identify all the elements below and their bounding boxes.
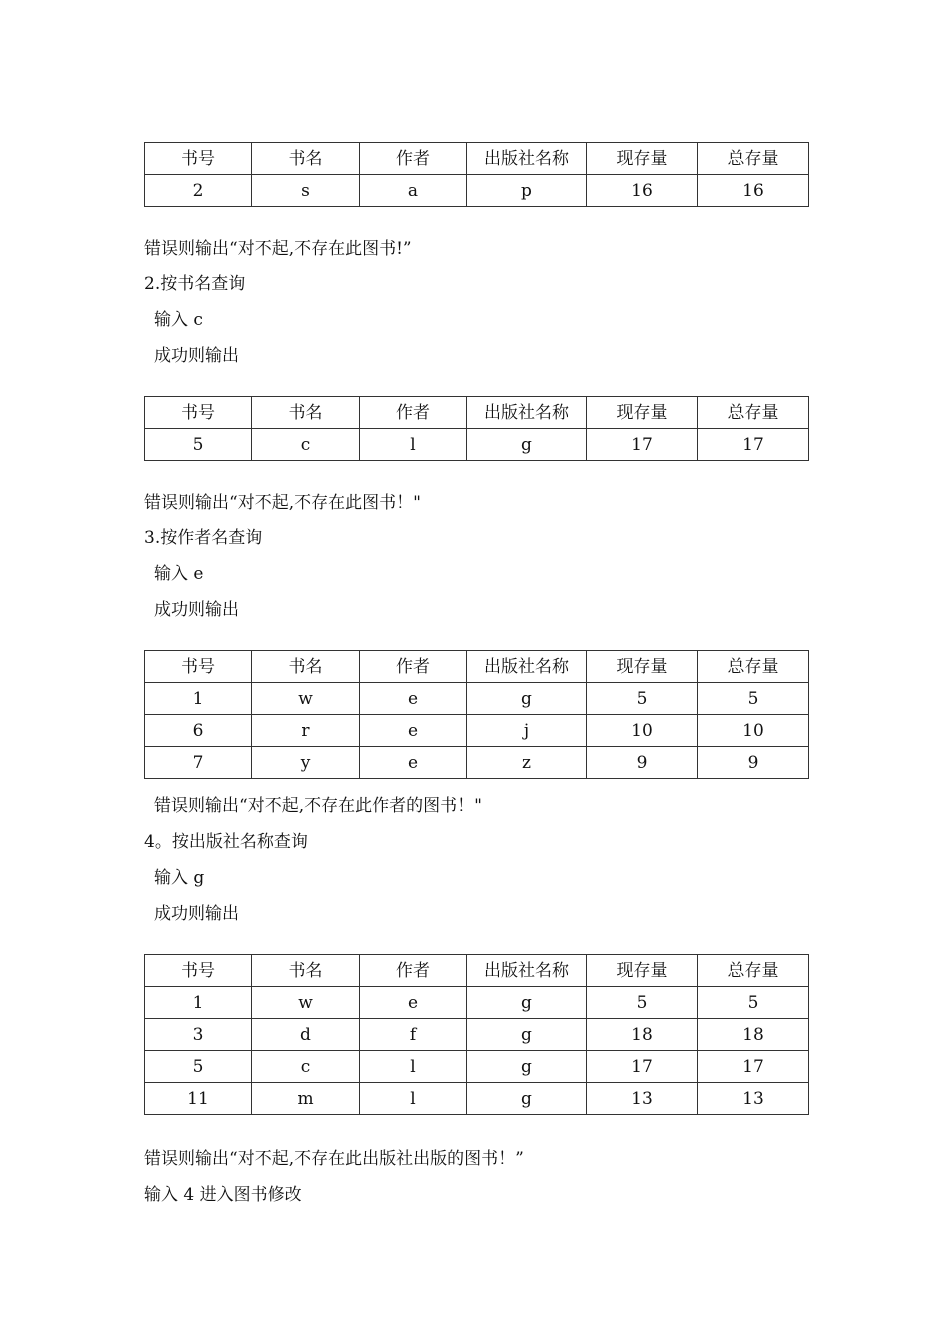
book-result-table-4 bbox=[144, 954, 809, 1115]
table-header-row bbox=[145, 397, 809, 429]
book-result-table-1 bbox=[144, 142, 809, 207]
table-cell: e bbox=[360, 683, 467, 715]
table-cell: g bbox=[467, 429, 587, 461]
table-cell: p bbox=[467, 175, 587, 207]
table-row bbox=[145, 683, 809, 715]
header-cell: 总存量 bbox=[698, 651, 809, 683]
footer-instruction: 输入 4 进入图书修改 bbox=[144, 1185, 302, 1205]
table-cell: 16 bbox=[698, 175, 809, 207]
header-cell: 作者 bbox=[360, 397, 467, 429]
table-cell: 10 bbox=[698, 715, 809, 747]
table-cell: 1 bbox=[145, 987, 252, 1019]
success-text-2: 成功则输出 bbox=[154, 346, 239, 366]
header-cell: 书号 bbox=[145, 651, 252, 683]
table-cell: 13 bbox=[698, 1083, 809, 1115]
table-cell: e bbox=[360, 747, 467, 779]
header-cell: 作者 bbox=[360, 955, 467, 987]
table-cell: g bbox=[467, 1083, 587, 1115]
table-cell: m bbox=[252, 1083, 360, 1115]
table-cell: 5 bbox=[145, 429, 252, 461]
table-cell: r bbox=[252, 715, 360, 747]
table-row bbox=[145, 429, 809, 461]
header-cell: 总存量 bbox=[698, 397, 809, 429]
success-text-4: 成功则输出 bbox=[154, 904, 239, 924]
input-instruction-2: 输入 c bbox=[154, 310, 203, 330]
error-message-2: 错误则输出“对不起,不存在此图书！" bbox=[144, 493, 421, 513]
table-row bbox=[145, 1019, 809, 1051]
header-cell: 总存量 bbox=[698, 143, 809, 175]
header-cell: 书名 bbox=[252, 397, 360, 429]
table-cell: l bbox=[360, 1083, 467, 1115]
header-cell: 出版社名称 bbox=[467, 651, 587, 683]
header-cell: 现存量 bbox=[587, 955, 698, 987]
table-cell: 16 bbox=[587, 175, 698, 207]
table-row bbox=[145, 747, 809, 779]
table-cell: 17 bbox=[587, 1051, 698, 1083]
header-cell: 总存量 bbox=[698, 955, 809, 987]
table-cell: 17 bbox=[698, 429, 809, 461]
table-row bbox=[145, 987, 809, 1019]
table-cell: f bbox=[360, 1019, 467, 1051]
table-cell: 5 bbox=[587, 987, 698, 1019]
header-cell: 出版社名称 bbox=[467, 955, 587, 987]
error-message-1: 错误则输出“对不起,不存在此图书!” bbox=[144, 239, 412, 259]
book-result-table-2 bbox=[144, 396, 809, 461]
table-cell: c bbox=[252, 429, 360, 461]
header-cell: 书号 bbox=[145, 397, 252, 429]
table-cell: 5 bbox=[698, 683, 809, 715]
error-message-3: 错误则输出“对不起,不存在此作者的图书！" bbox=[154, 796, 482, 816]
section-heading-3: 3.按作者名查询 bbox=[144, 528, 263, 548]
table-cell: 6 bbox=[145, 715, 252, 747]
header-cell: 现存量 bbox=[587, 143, 698, 175]
table-cell: a bbox=[360, 175, 467, 207]
table-cell: 18 bbox=[587, 1019, 698, 1051]
table-cell: y bbox=[252, 747, 360, 779]
table-cell: 5 bbox=[698, 987, 809, 1019]
table-cell: 1 bbox=[145, 683, 252, 715]
table-cell: 10 bbox=[587, 715, 698, 747]
table-cell: j bbox=[467, 715, 587, 747]
table-cell: 3 bbox=[145, 1019, 252, 1051]
table-row bbox=[145, 175, 809, 207]
table-cell: 18 bbox=[698, 1019, 809, 1051]
table-cell: 5 bbox=[587, 683, 698, 715]
section-heading-4: 4。按出版社名称查询 bbox=[144, 832, 308, 852]
input-instruction-3: 输入 e bbox=[154, 564, 204, 584]
header-cell: 现存量 bbox=[587, 397, 698, 429]
table-cell: g bbox=[467, 683, 587, 715]
table-cell: 11 bbox=[145, 1083, 252, 1115]
table-cell: g bbox=[467, 987, 587, 1019]
book-result-table-3 bbox=[144, 650, 809, 779]
input-instruction-4: 输入 g bbox=[154, 868, 205, 888]
header-cell: 作者 bbox=[360, 143, 467, 175]
table-cell: 2 bbox=[145, 175, 252, 207]
table-cell: l bbox=[360, 1051, 467, 1083]
table-header-row bbox=[145, 651, 809, 683]
success-text-3: 成功则输出 bbox=[154, 600, 239, 620]
table-row bbox=[145, 715, 809, 747]
table-cell: z bbox=[467, 747, 587, 779]
table-cell: g bbox=[467, 1051, 587, 1083]
header-cell: 书号 bbox=[145, 143, 252, 175]
table-cell: d bbox=[252, 1019, 360, 1051]
table-cell: 13 bbox=[587, 1083, 698, 1115]
table-cell: 17 bbox=[587, 429, 698, 461]
table-header-row bbox=[145, 955, 809, 987]
table-cell: 17 bbox=[698, 1051, 809, 1083]
table-row bbox=[145, 1051, 809, 1083]
table-cell: 9 bbox=[698, 747, 809, 779]
table-cell: c bbox=[252, 1051, 360, 1083]
header-cell: 书号 bbox=[145, 955, 252, 987]
table-cell: 7 bbox=[145, 747, 252, 779]
header-cell: 书名 bbox=[252, 651, 360, 683]
table-cell: e bbox=[360, 715, 467, 747]
header-cell: 出版社名称 bbox=[467, 397, 587, 429]
header-cell: 书名 bbox=[252, 143, 360, 175]
table-cell: s bbox=[252, 175, 360, 207]
header-cell: 书名 bbox=[252, 955, 360, 987]
table-cell: w bbox=[252, 683, 360, 715]
section-heading-2: 2.按书名查询 bbox=[144, 274, 246, 294]
header-cell: 现存量 bbox=[587, 651, 698, 683]
table-header-row bbox=[145, 143, 809, 175]
table-cell: 9 bbox=[587, 747, 698, 779]
table-cell: 5 bbox=[145, 1051, 252, 1083]
error-message-4: 错误则输出“对不起,不存在此出版社出版的图书！” bbox=[144, 1149, 524, 1169]
table-cell: l bbox=[360, 429, 467, 461]
table-cell: e bbox=[360, 987, 467, 1019]
table-cell: g bbox=[467, 1019, 587, 1051]
header-cell: 作者 bbox=[360, 651, 467, 683]
header-cell: 出版社名称 bbox=[467, 143, 587, 175]
table-cell: w bbox=[252, 987, 360, 1019]
table-row bbox=[145, 1083, 809, 1115]
